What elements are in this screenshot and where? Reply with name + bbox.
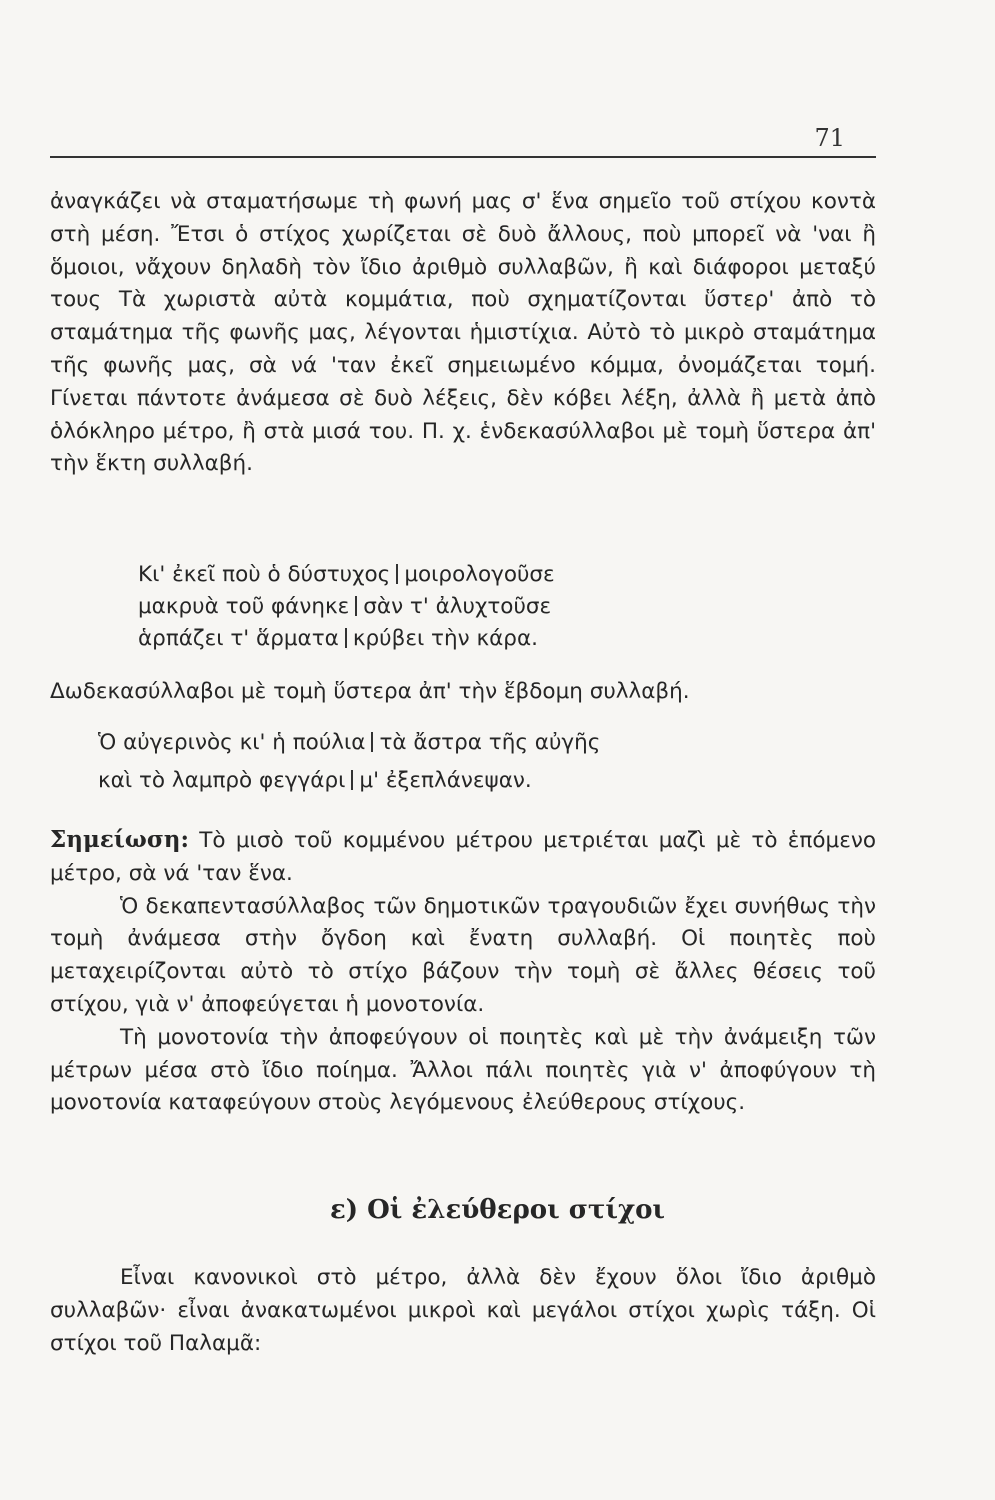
- body-text-block-2: [50, 676, 876, 709]
- verse-example-1: [0, 559, 964, 655]
- verse-line: [138, 591, 964, 623]
- hemistich-second: μοιρολογοῦσε: [404, 562, 555, 587]
- paragraph-2: Δωδεκασύλλαβοι μὲ τομὴ ὕστερα ἀπ' τὴν ἕβδομη συλλαβή.: [50, 679, 690, 704]
- page-number: 71: [814, 124, 845, 152]
- paragraph-4: Ὁ δεκαπεντασύλλαβος τῶν δημοτικῶν τραγουδιῶν ἔχει συνήθως τὴν τομὴ ἀνάμεσα στὴν ὄγδοη καὶ ἔνατη συλλαβή. Οἱ ποιητὲς ποὺ μεταχειρίζονται αὐτὸ τὸ στίχο βάζουν τὴν τομὴ σὲ ἄλλες θέσεις τοῦ στίχου, γιὰ ν' ἀποφεύγεται ἡ μονοτονία.: [50, 893, 876, 1017]
- hemistich-first: Ὁ αὐγερινὸς κι' ἡ πούλια: [98, 730, 366, 755]
- caesura-mark: [371, 732, 373, 752]
- body-text-block-4: [50, 1262, 876, 1360]
- verse-line: [98, 762, 924, 800]
- hemistich-second: κρύβει τὴν κάρα.: [352, 626, 538, 651]
- note-text: Τὸ μισὸ τοῦ κομμένου μέτρου μετριέται μαζὶ μὲ τὸ ἑπόμενο μέτρο, σὰ νά 'ταν ἕνα.: [50, 828, 876, 886]
- caesura-mark: [355, 596, 357, 616]
- hemistich-second: σὰν τ' ἀλυχτοῦσε: [363, 594, 552, 619]
- paragraph-1: ἀναγκάζει νὰ σταματήσωμε τὴ φωνή μας σ' ἕνα σημεῖο τοῦ στίχου κοντὰ στὴ μέση. Ἔτσι ὁ στίχος χωρίζεται σὲ δυὸ ἄλλους, ποὺ μπορεῖ νὰ 'ναι ἢ ὅμοιοι, νἄχουν δηλαδὴ τὸν ἴδιο ἀριθμὸ συλλαβῶν, ἢ καὶ διάφοροι μεταξύ τους Τὰ χωριστὰ αὐτὰ κομμάτια, ποὺ σχηματίζονται ὕστερ' ἀπὸ τὸ σταμάτημα τῆς φωνῆς μας, λέγονται ἡμιστίχια. Αὐτὸ τὸ μικρὸ σταμάτημα τῆς φωνῆς μας, σὰ νά 'ταν ἐκεῖ σημειωμένο κόμμα, ὀνομάζεται τομή. Γίνεται πάντοτε ἀνάμεσα σὲ δυὸ λέξεις, δὲν κόβει λέξη, ἀλλὰ ἢ μετὰ ἀπὸ ὁλόκληρο μέτρο, ἢ στὰ μισά του. Π. χ. ἑνδεκασύλλαβοι μὲ τομὴ ὕστερα ἀπ' τὴν ἕκτη συλλαβή.: [50, 189, 876, 477]
- hemistich-first: μακρυὰ τοῦ φάνηκε: [138, 594, 350, 619]
- caesura-mark: [351, 770, 353, 790]
- hemistich-first: Κι' ἐκεῖ ποὺ ὁ δύστυχος: [138, 562, 391, 587]
- paragraph-6: Εἶναι κανονικοὶ στὸ μέτρο, ἀλλὰ δὲν ἔχουν ὅλοι ἴδιο ἀριθμὸ συλλαβῶν· εἶναι ἀνακατωμένοι μικροὶ καὶ μεγάλοι στίχοι χωρὶς τάξη. Οἱ στίχοι τοῦ Παλαμᾶ:: [50, 1265, 876, 1356]
- note-paragraph: [50, 824, 876, 891]
- note-label: Σημείωση:: [50, 826, 189, 853]
- hemistich-first: ἁρπάζει τ' ἅρματα: [138, 626, 339, 651]
- verse-line: [98, 724, 924, 762]
- body-text-block-3: [50, 824, 876, 1120]
- hemistich-second: τὰ ἄστρα τῆς αὐγῆς: [379, 730, 601, 755]
- hemistich-second: μ' ἐξεπλάνεψαν.: [359, 768, 532, 793]
- section-heading: ε) Οἱ ἐλεύθεροι στίχοι: [329, 1195, 665, 1225]
- body-text-block-1: [50, 186, 876, 481]
- verse-example-2: [0, 724, 924, 800]
- verse-line: [138, 623, 964, 655]
- header-rule: [50, 156, 876, 158]
- paragraph-5: Τὴ μονοτονία τὴν ἀποφεύγουν οἱ ποιητὲς καὶ μὲ τὴν ἀνάμειξη τῶν μέτρων μέσα στὸ ἴδιο ποίημα. Ἄλλοι πάλι ποιητὲς γιὰ ν' ἀποφύγουν τὴ μονοτονία καταφεύγουν στοὺς λεγόμενους ἐλεύθερους στίχους.: [50, 1024, 876, 1116]
- verse-line: [138, 559, 964, 591]
- caesura-mark: [396, 564, 398, 584]
- caesura-mark: [345, 628, 347, 648]
- hemistich-first: καὶ τὸ λαμπρὸ φεγγάρι: [98, 768, 346, 793]
